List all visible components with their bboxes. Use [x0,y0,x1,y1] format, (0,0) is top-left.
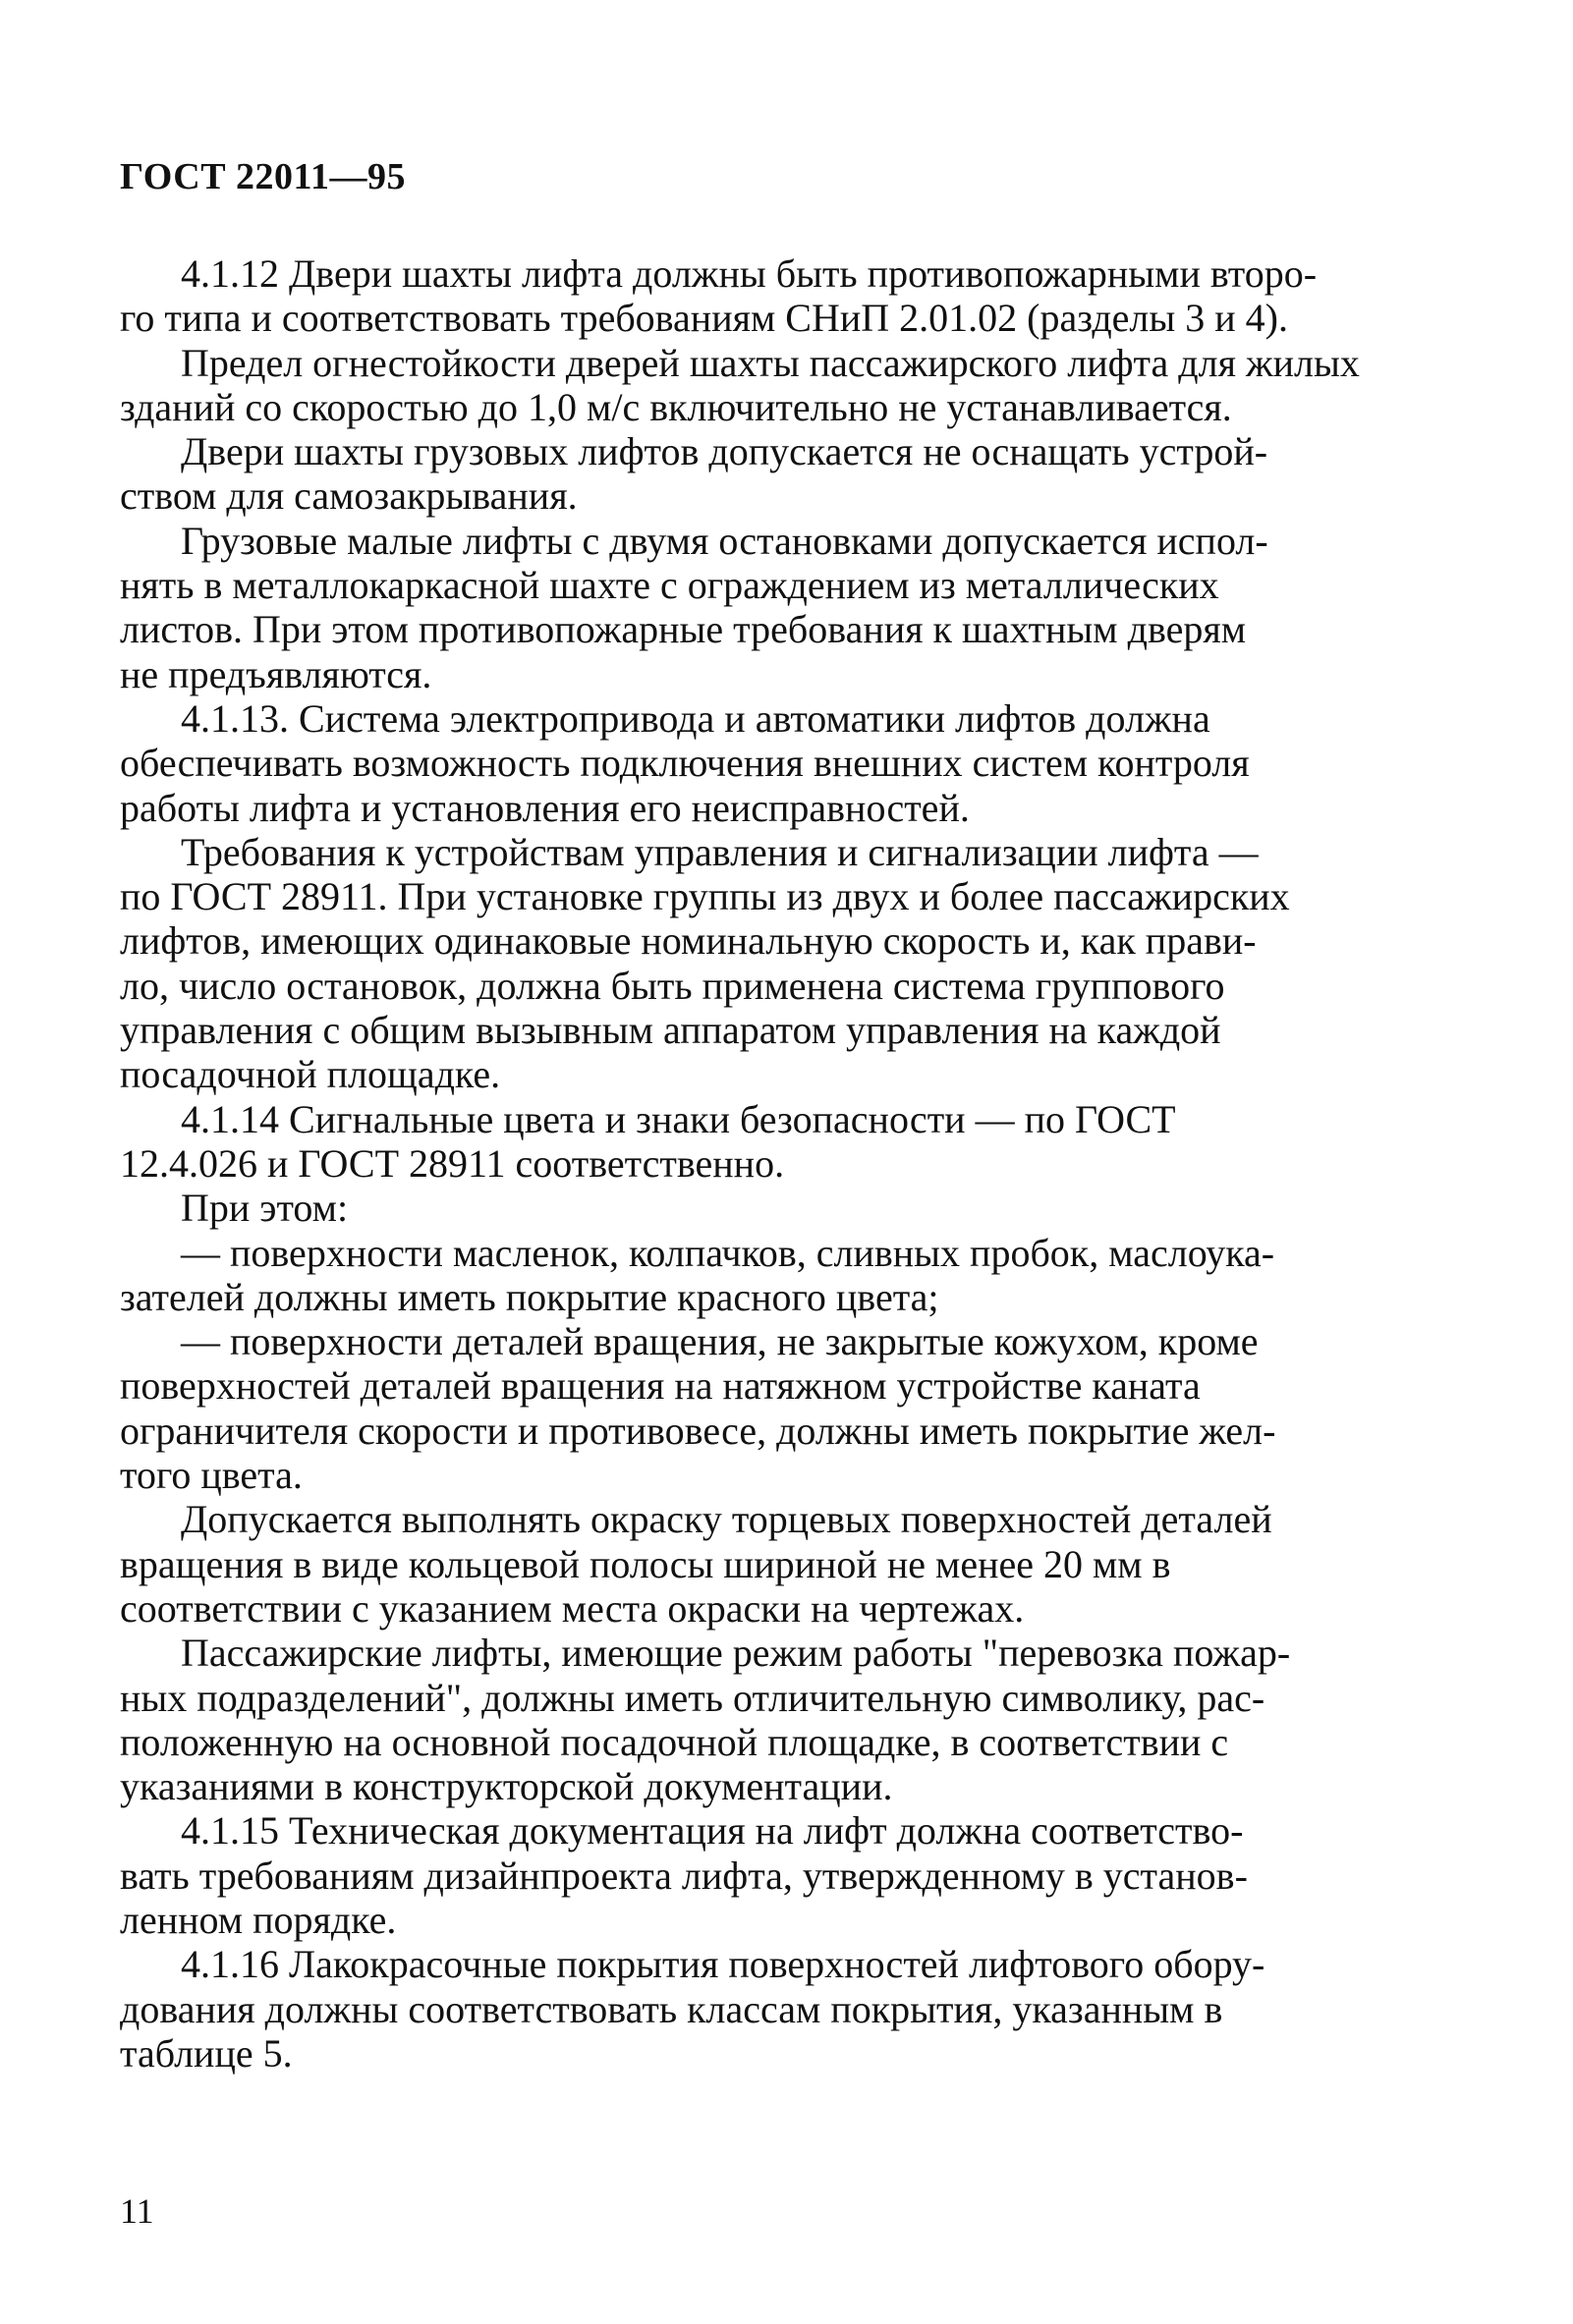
list-item-yellow-surfaces: — поверхности деталей вращения, не закрытые кожухом, кроме поверхностей деталей вращения на натяжном устройстве каната ограничителя скорости и противовесе, должны иметь покрытие жел- того цвета. [120,1319,1276,1498]
paragraph-control-requirements: Требования к устройствам управления и сигнализации лифта — по ГОСТ 28911. При установке группы из двух и более пассажирских лифтов, имеющих одинаковые номинальную скорость и, как прави- ло, число остановок, должна быть применена система группового управления с общим вызывным аппаратом управления на каждой посадочной площадке. [120,829,1290,1097]
paragraph-end-painting: Допускается выполнять окраску торцевых поверхностей деталей вращения в виде кольцевой полосы шириной не менее 20 мм в соответствии с указанием места окраски на чертежах. [120,1497,1272,1631]
paragraph-small-freight-lifts: Грузовые малые лифты с двумя остановками допускается испол- нять в металлокаркасной шахте с ограждением из металлических листов. При этом противопожарные требования к шахтным дверям не предъявляются. [120,518,1268,696]
paragraph-intro-list: При этом: [181,1186,349,1231]
paragraph-4-1-12: 4.1.12 Двери шахты лифта должны быть противопожарными второ- го типа и соответствовать требованиям СНиП 2.01.02 (разделы 3 и 4). [120,251,1318,341]
paragraph-freight-doors: Двери шахты грузовых лифтов допускается не оснащать устрой- ством для самозакрывания. [120,429,1268,519]
document-header: ГОСТ 22011—95 [120,156,406,197]
paragraph-4-1-15: 4.1.15 Техническая документация на лифт должна соответство- вать требованиям дизайнпроекта лифта, утвержденному в установ- ленном порядке. [120,1808,1248,1942]
paragraph-4-1-14: 4.1.14 Сигнальные цвета и знаки безопасности — по ГОСТ 12.4.026 и ГОСТ 28911 соответственно. [120,1096,1176,1186]
document-body [120,251,1488,2075]
paragraph-fire-service-lifts: Пассажирские лифты, имеющие режим работы "перевозка пожар- ных подразделений", должны иметь отличительную символику, рас- положенную на основной посадочной площадке, в соответствии с указаниями в конструкторской документации. [120,1631,1291,1809]
paragraph-4-1-13: 4.1.13. Система электропривода и автоматики лифтов должна обеспечивать возможность подключения внешних систем контроля работы лифта и установления его неисправностей. [120,695,1250,830]
paragraph-4-1-16: 4.1.16 Лакокрасочные покрытия поверхностей лифтового обору- дования должны соответствовать классам покрытия, указанным в таблице 5. [120,1942,1265,2075]
list-item-red-surfaces: — поверхности масленок, колпачков, сливных пробок, маслоука- зателей должны иметь покрытие красного цвета; [120,1230,1275,1319]
page-number: 11 [120,2191,154,2231]
paragraph-fire-resistance: Предел огнестойкости дверей шахты пассажирского лифта для жилых зданий со скоростью до 1,0 м/с включительно не устанавливается. [120,340,1360,429]
